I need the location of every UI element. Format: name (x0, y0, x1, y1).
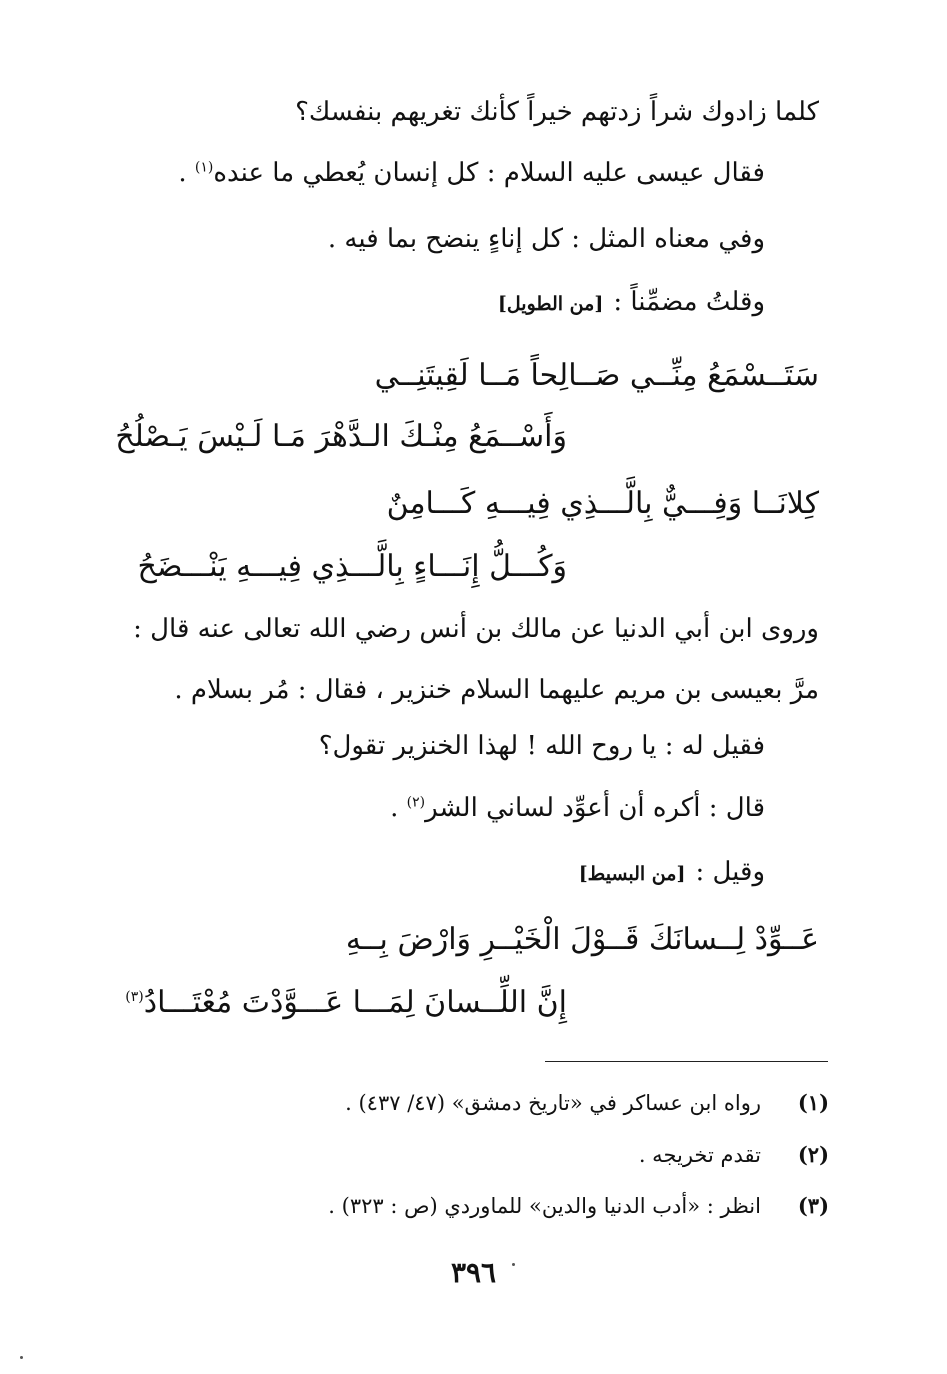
text-line: قال : أكره أن أعوِّد لساني الشر$^{(٢)}$ . (390, 793, 765, 823)
footnote-number: (٣) (797, 1193, 829, 1218)
poetic-meter-label: [من الطويل] (497, 293, 604, 315)
verse-line: كِلانَــا وَفِـــيٌّ بِالَّـــذِي فِيـــهِ كَـــامِنٌ (386, 486, 819, 521)
text-line: وروى ابن أبي الدنيا عن مالك بن أنس رضي الله تعالى عنه قال : (133, 614, 819, 644)
text-line: مرَّ بعيسى بن مريم عليهما السلام خنزير ، فقال : مُر بسلام . (174, 675, 819, 705)
text-line: فقال عيسى عليه السلام : كل إنسان يُعطي ما عنده$^{(١)}$ . (178, 158, 765, 188)
footnote-ref[interactable]: (٣) (125, 989, 144, 1005)
verse-line: عَــوِّدْ لِــسانَكَ قَــوْلَ الْخَيْــرِ وَارْضَ بِــهِ (345, 922, 819, 957)
footnote-number: (١) (797, 1090, 829, 1115)
footnote-ref[interactable]: (٢) (406, 794, 426, 811)
verse-line: وَكُـــلُّ إِنَـــاءٍ بِالَّـــذِي فِيـــهِ يَنْـــضَحُ (137, 549, 567, 584)
footnote-separator (545, 1061, 828, 1062)
scan-speck (512, 1263, 515, 1266)
poetic-meter-label: [من البسيط] (578, 863, 686, 885)
verse-line: سَتَــسْمَعُ مِنِّــي صَــالِحاً مَــا لَقِيتَنِــي (374, 358, 819, 393)
verse-line: وَأَسْــمَعُ مِنْـكَ الـدَّهْرَ مَـا لَـيْسَ يَـصْلُحُ (115, 419, 567, 454)
text-line: كلما زادوك شراً زدتهم خيراً كأنك تغريهم بنفسك؟ (295, 97, 819, 127)
verse-line: إِنَّ اللِّــسانَ لِمَـــا عَـــوَّدْتَ مُعْتَـــادُ$^{(٣)}$ (125, 985, 567, 1020)
footnote-1: (١)رواه ابن عساكر في «تاريخ دمشق» (٤٧/ ٤٣٧) . (345, 1087, 829, 1119)
footnote-ref[interactable]: (١) (194, 159, 214, 176)
text-line: وفي معناه المثل : كل إناءٍ ينضح بما فيه . (327, 224, 765, 254)
scan-speck (20, 1356, 23, 1359)
page-number: ٣٩٦ (450, 1256, 497, 1289)
text-line: وقلتُ مضمِّناً :[من الطويل] (497, 287, 765, 317)
text-line: وقيل :[من البسيط] (578, 857, 765, 887)
footnote-2: (٢)تقدم تخريجه . (639, 1139, 829, 1171)
footnote-number: (٢) (797, 1142, 829, 1167)
text-line: فقيل له : يا روح الله ! لهذا الخنزير تقول؟ (318, 731, 765, 761)
footnote-3: (٣)انظر : «أدب الدنيا والدين» للماوردي (ص : ٣٢٣) . (328, 1190, 829, 1222)
